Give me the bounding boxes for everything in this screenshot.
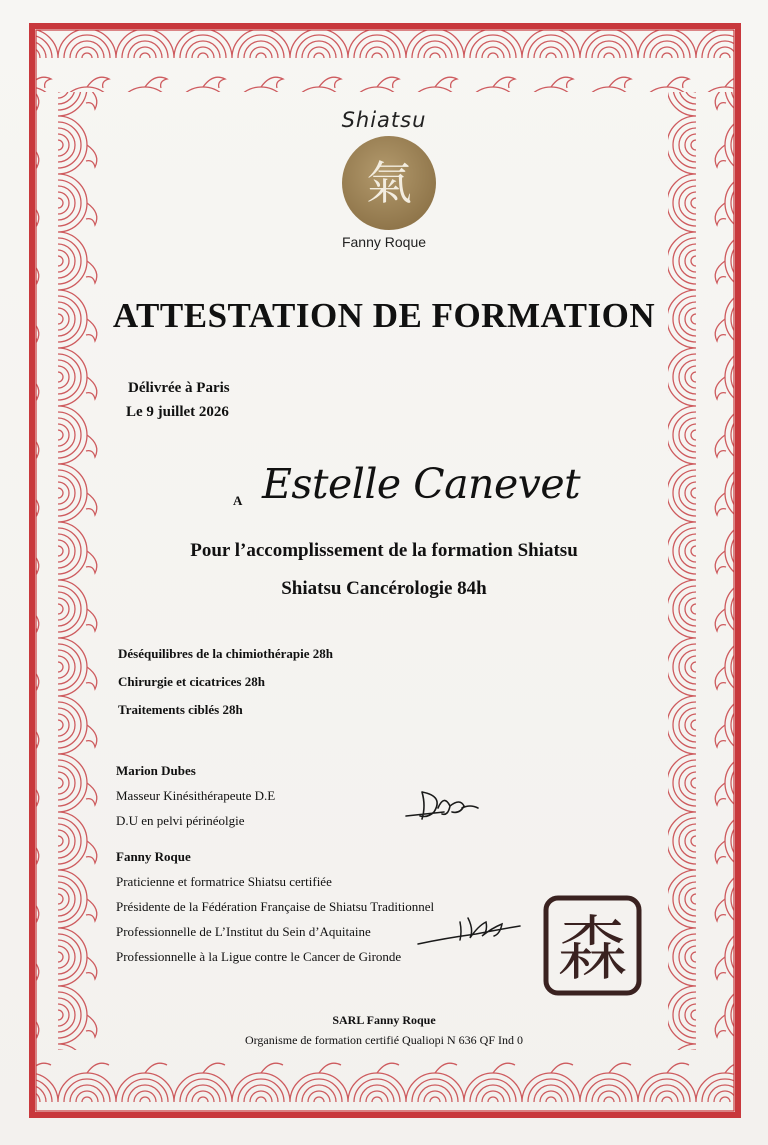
company-name: SARL Fanny Roque [332, 1013, 436, 1027]
module-item: Traitements ciblés 28h [118, 702, 243, 717]
logo-owner-name: Fanny Roque [341, 234, 427, 250]
recipient-prefix: A [233, 493, 243, 508]
module-item: Déséquilibres de la chimiothérapie 28h [118, 646, 333, 661]
trainer-name: Fanny Roque [116, 849, 191, 864]
certificate-title: ATTESTATION DE FORMATION [112, 296, 656, 335]
issue-place: Délivrée à Paris [128, 380, 230, 396]
certification-line: Organisme de formation certifié Qualiopi N 636 QF Ind 0 [244, 1033, 524, 1047]
signature-fanny-roque [416, 908, 528, 952]
issue-details [126, 376, 230, 424]
issue-date: Le 9 juillet 2026 [126, 404, 229, 420]
qi-glyph-icon [342, 136, 436, 230]
signature-marion-dubes [404, 786, 484, 826]
seal-stamp-icon [543, 895, 642, 996]
trainer-name: Marion Dubes [116, 763, 196, 778]
course-title: Shiatsu Cancérologie 84h [281, 578, 487, 599]
seal-stamp [543, 895, 642, 996]
trainer-title: Praticienne et formatrice Shiatsu certifiée [116, 874, 332, 889]
trainer-block [116, 758, 275, 833]
module-list [118, 644, 333, 728]
svg-text:森: 森 [557, 908, 628, 990]
trainer-title: Masseur Kinésithérapeute D.E [116, 788, 276, 803]
logo-brand-text: Shiatsu [341, 108, 427, 132]
module-item: Chirurgie et cicatrices 28h [118, 674, 265, 689]
trainer-title: Professionnelle de L’Institut du Sein d’Aquitaine [116, 924, 371, 939]
trainer-title: Professionnelle à la Ligue contre le Cancer de Gironde [116, 949, 402, 964]
logo-emblem [342, 136, 436, 230]
recipient-name: Estelle Canevet [262, 460, 581, 508]
trainer-block [116, 844, 434, 969]
accomplishment-statement: Pour l’accomplissement de la formation Shiatsu [190, 540, 578, 561]
trainer-title: Présidente de la Fédération Française de Shiatsu Traditionnel [116, 899, 435, 914]
trainer-title: D.U en pelvi périnéolgie [116, 813, 245, 828]
svg-text:氣: 氣 [366, 156, 412, 210]
